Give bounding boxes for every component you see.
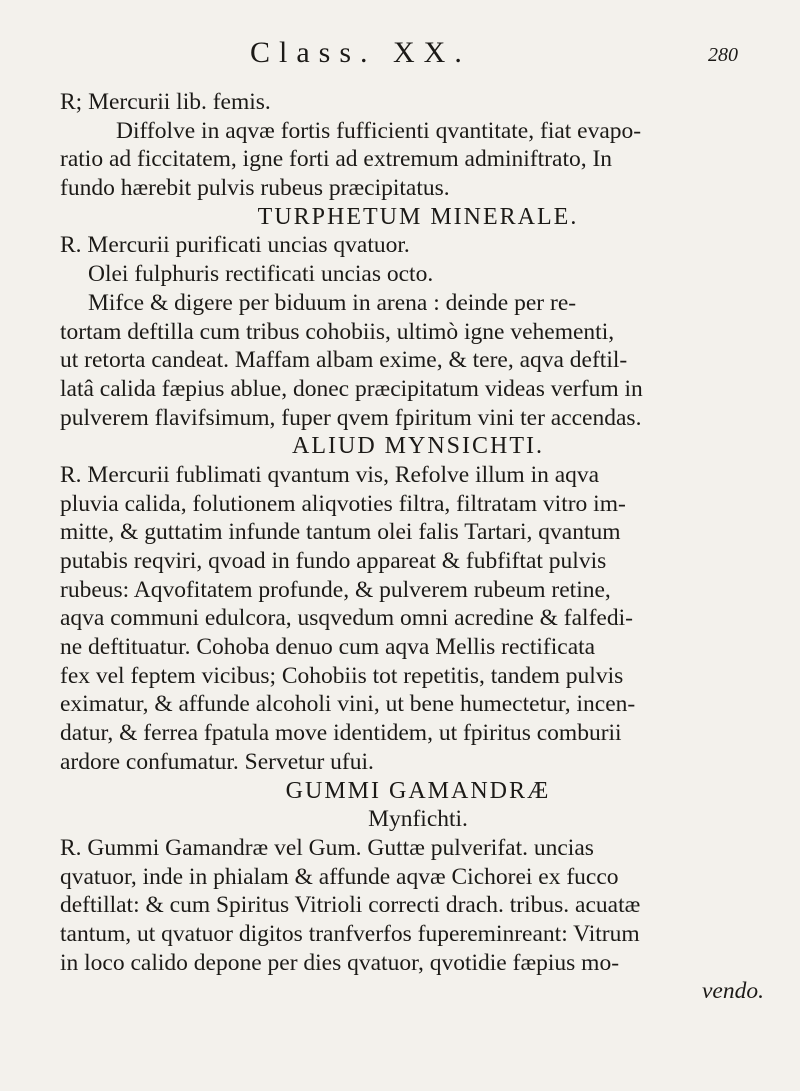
- text-line: eximatur, & affunde alcoholi vini, ut bene humectetur, incen-: [60, 691, 636, 718]
- text-line: ardore confumatur. Servetur ufui.: [60, 748, 374, 775]
- text-line: Olei fulphuris rectificati uncias octo.: [88, 261, 434, 288]
- text-line: Mifce & digere per biduum in arena : deinde per re-: [88, 289, 577, 316]
- text-line: R. Mercurii fublimati qvantum vis, Refolve illum in aqva: [60, 461, 600, 488]
- text-line: ne deftituatur. Cohoba denuo cum aqva Mellis rectificata: [60, 634, 596, 661]
- text-line: fex vel feptem vicibus; Cohobiis tot repetitis, tandem pulvis: [60, 662, 624, 689]
- text-line: pulverem flavifsimum, fuper qvem fpiritum vini ter accendas.: [60, 404, 642, 431]
- catchword: vendo.: [702, 978, 764, 1005]
- text-line: Diffolve in aqvæ fortis fufficienti qvantitate, fiat evapo-: [116, 117, 642, 144]
- text-line: mitte, & guttatim infunde tantum olei falis Tartari, qvantum: [60, 519, 621, 546]
- section-heading: ALIUD MYNSICHTI.: [292, 433, 544, 460]
- page-header: [0, 30, 800, 80]
- text-line: datur, & ferrea fpatula move identidem, ut fpiritus comburii: [60, 720, 622, 747]
- text-line: pluvia calida, folutionem aliqvoties filtra, filtratam vitro im-: [60, 490, 626, 517]
- text-line: aqva communi edulcora, usqvedum omni acredine & falfedi-: [60, 605, 633, 632]
- text-line: tantum, ut qvatuor digitos tranfverfos fupereminreant: Vitrum: [60, 920, 640, 947]
- text-line: ut retorta candeat. Maffam albam exime, & tere, aqva deftil-: [60, 347, 628, 374]
- text-line: putabis reqviri, qvoad in fundo appareat & fubfiftat pulvis: [60, 548, 607, 574]
- text-line: rubeus: Aqvofitatem profunde, & pulverem rubeum retine,: [60, 576, 611, 603]
- running-head: Class. XX.: [250, 36, 471, 69]
- text-line: tortam deftilla cum tribus cohobiis, ultimò igne vehementi,: [60, 318, 615, 345]
- body-text: [60, 88, 776, 1006]
- text-line: R. Mercurii purificati uncias qvatuor.: [60, 232, 410, 259]
- section-subheading: Mynfichti.: [368, 806, 468, 833]
- text-line: latâ calida fæpius ablue, donec præcipitatum videas verfum in: [60, 375, 643, 402]
- text-line: fundo hærebit pulvis rubeus præcipitatus.: [60, 175, 450, 202]
- text-line: deftillat: & cum Spiritus Vitrioli correcti drach. tribus. acuatæ: [60, 892, 641, 919]
- section-heading: GUMMI GAMANDRÆ: [285, 777, 551, 804]
- text-line: R; Mercurii lib. femis.: [60, 89, 271, 115]
- text-line: qvatuor, inde in phialam & affunde aqvæ Cichorei ex fucco: [60, 863, 619, 890]
- text-line: in loco calido depone per dies qvatuor, qvotidie fæpius mo-: [60, 949, 620, 976]
- text-line: R. Gummi Gamandræ vel Gum. Guttæ pulverifat. uncias: [60, 834, 594, 861]
- text-line: ratio ad ficcitatem, igne forti ad extremum adminiftrato, In: [60, 146, 613, 173]
- page-number: 280: [708, 44, 738, 66]
- section-heading: TURPHETUM MINERALE.: [257, 203, 579, 230]
